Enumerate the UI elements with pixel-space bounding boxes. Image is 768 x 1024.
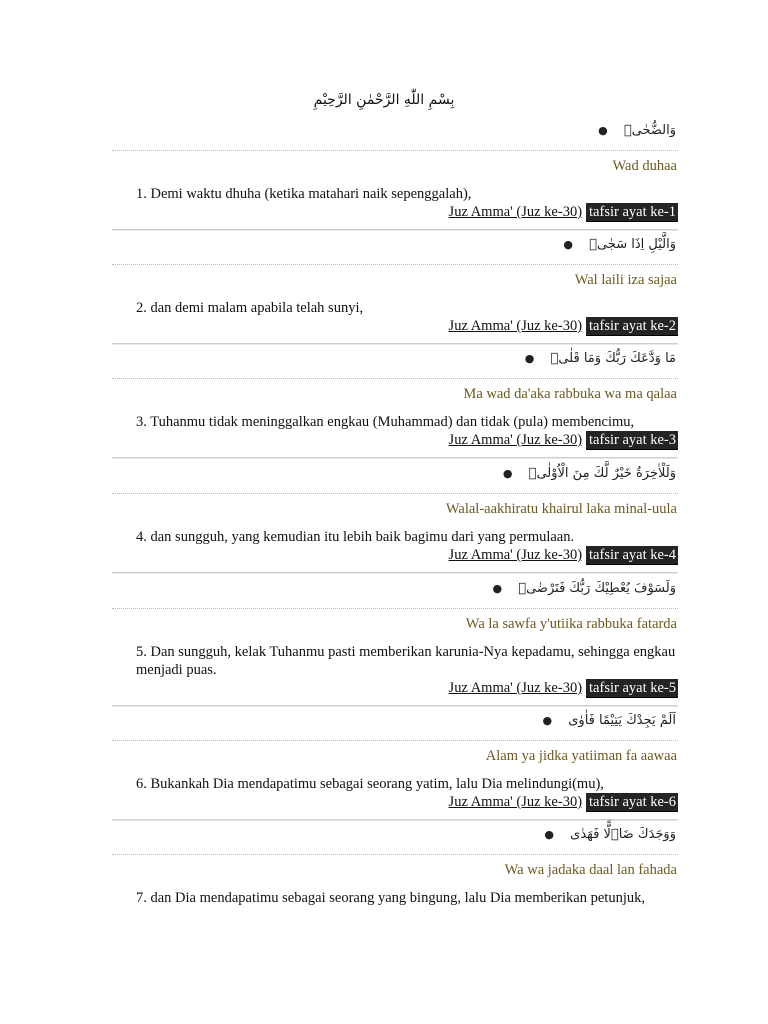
tafsir-link[interactable]: tafsir ayat ke-4 [586,546,678,565]
bullet-icon: ● [492,582,503,595]
verse-translation: 3. Tuhanmu tidak meninggalkan engkau (Muhammad) dan tidak (pula) membencimu, [136,414,635,430]
latin-transliteration: Wal laili iza sajaa [574,272,677,288]
verse-translation: 5. Dan sungguh, kelak Tuhanmu pasti memberikan karunia-Nya kepadamu, sehingga engkau menjadi puas. [136,644,676,678]
arabic-verse-line [112,230,678,260]
tafsir-link[interactable]: tafsir ayat ke-2 [586,317,678,336]
verse-links [112,317,678,336]
verse-links [112,679,678,698]
verse-translation: 2. dan demi malam apabila telah sunyi, [136,300,364,316]
latin-transliteration: Alam ya jidka yatiiman fa aawaa [485,748,677,764]
arabic-verse-line [112,706,678,736]
verse-translation: 7. dan Dia mendapatimu sebagai seorang yang bingung, lalu Dia memberikan petunjuk, [136,890,645,906]
arabic-verse-text: وَلَسَوْفَ يُعْطِيْكَ رَبُّكَ فَتَرْضٰىۗ [518,581,676,596]
arabic-verse-line [112,820,678,850]
arabic-verse-text: وَوَجَدَكَ ضَاۤلًّا فَهَدٰى [570,827,676,842]
bullet-icon: ● [598,124,608,137]
tafsir-link[interactable]: tafsir ayat ke-6 [586,793,678,812]
juz-amma-link[interactable]: Juz Amma' (Juz ke-30) [448,204,583,220]
arabic-verse-text: مَا وَدَّعَكَ رَبُّكَ وَمَا قَلٰىۗ [550,351,676,366]
arabic-verse-line [112,116,678,146]
latin-transliteration: Wa la sawfa y'utiika rabbuka fatarda [465,616,677,632]
basmala-heading: بِسْمِ اللّٰهِ الرَّحْمٰنِ الرَّحِيْمِ [313,92,455,108]
latin-transliteration: Wa wa jadaka daal lan fahada [504,862,677,878]
arabic-verse-text: وَلَلْاٰخِرَةُ خَيْرٌ لَّكَ مِنَ الْاُوْلٰىۗ [528,466,676,481]
verse-links [112,431,678,450]
verse-block-4 [112,459,678,574]
arabic-verse-text: اَلَمْ يَجِدْكَ يَتِيْمًا فَاٰوٰى [568,713,676,728]
verse-links [112,793,678,812]
verse-translation: 4. dan sungguh, yang kemudian itu lebih baik bagimu dari yang permulaan. [136,529,575,545]
verse-block-5 [112,574,678,707]
latin-transliteration: Wad duhaa [612,158,677,174]
juz-amma-link[interactable]: Juz Amma' (Juz ke-30) [448,432,583,448]
latin-transliteration: Walal-aakhiratu khairul laka minal-uula [445,501,677,517]
verse-links [112,546,678,565]
bullet-icon: ● [502,467,513,480]
verse-block-6 [112,706,678,821]
arabic-verse-line [112,344,678,374]
bullet-icon: ● [524,352,535,365]
verse-links [112,203,678,222]
tafsir-link[interactable]: tafsir ayat ke-3 [586,431,678,450]
verse-block-3 [112,344,678,459]
latin-transliteration: Ma wad da'aka rabbuka wa ma qalaa [463,386,677,402]
arabic-verse-text: وَالضُّحٰىۙ [623,123,676,138]
bullet-icon: ● [563,238,574,251]
tafsir-link[interactable]: tafsir ayat ke-5 [586,679,678,698]
juz-amma-link[interactable]: Juz Amma' (Juz ke-30) [448,547,583,563]
verse-block-7 [112,820,678,907]
arabic-verse-text: وَالَّيْلِ اِذَا سَجٰىۙ [589,237,676,252]
juz-amma-link[interactable]: Juz Amma' (Juz ke-30) [448,680,583,696]
juz-amma-link[interactable]: Juz Amma' (Juz ke-30) [448,318,583,334]
verse-translation: 1. Demi waktu dhuha (ketika matahari naik sepenggalah), [136,186,472,202]
juz-amma-link[interactable]: Juz Amma' (Juz ke-30) [448,794,583,810]
bullet-icon: ● [544,828,555,841]
tafsir-link[interactable]: tafsir ayat ke-1 [586,203,678,222]
verse-block-1 [112,116,678,231]
verse-block-2 [112,230,678,345]
arabic-verse-line [112,574,678,604]
bullet-icon: ● [542,714,553,727]
arabic-verse-line [112,459,678,489]
verse-translation: 6. Bukankah Dia mendapatimu sebagai seorang yatim, lalu Dia melindungi(mu), [136,776,604,792]
